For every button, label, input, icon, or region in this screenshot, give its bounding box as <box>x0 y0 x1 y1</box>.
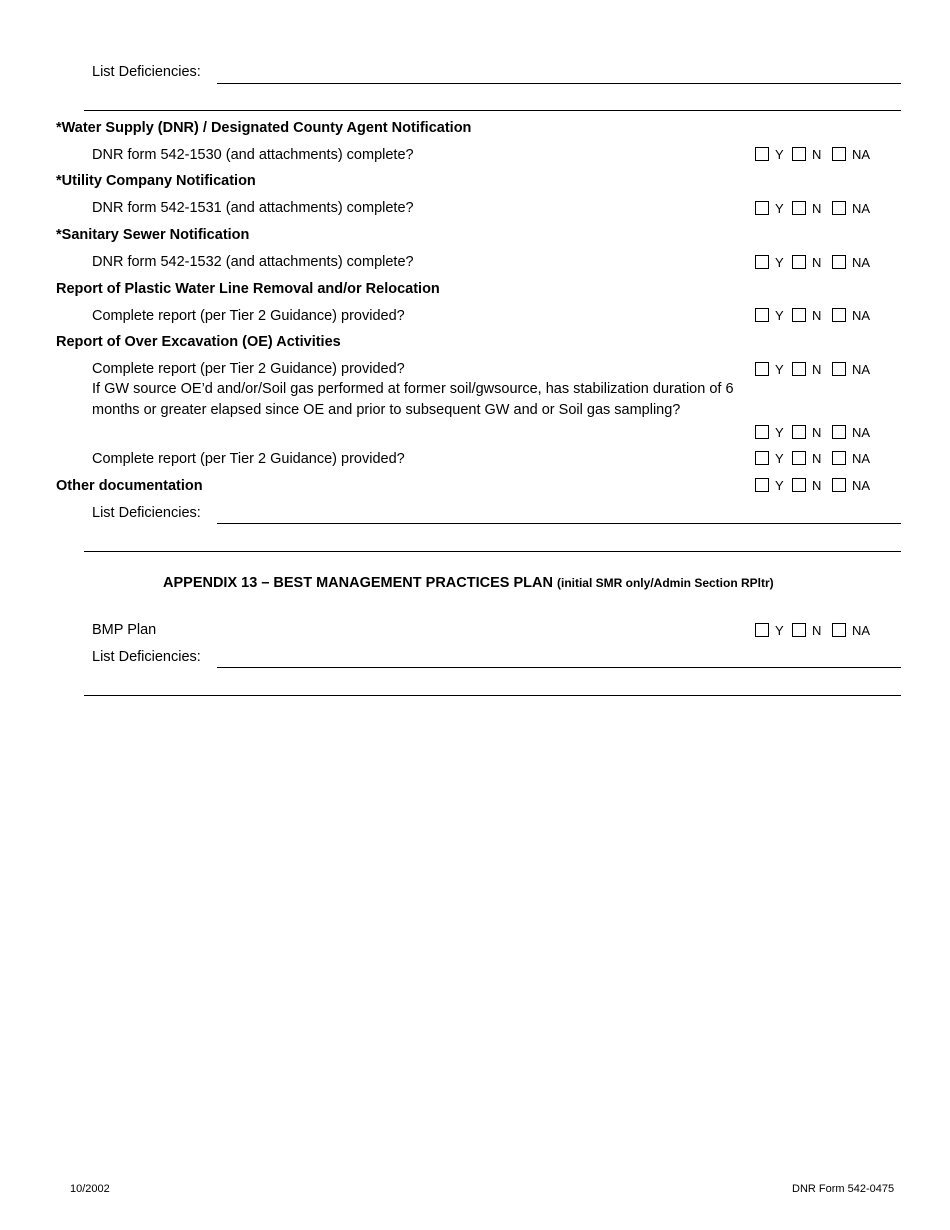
checkbox-na[interactable] <box>832 308 846 322</box>
utility-heading: *Utility Company Notification <box>56 173 256 189</box>
checkbox-na[interactable] <box>832 362 846 376</box>
bmp-plan-ynna <box>755 623 885 639</box>
over-excavation-heading: Report of Over Excavation (OE) Activities <box>56 334 341 350</box>
over-excavation-question-2: If GW source OE’d and/or/Soil gas performed at former soil/gwsource, has stabilization duration of 6 months or greater elapsed since OE and prior to subsequent GW and or Soil gas sampling? <box>92 381 734 418</box>
list-deficiencies-label-3: List Deficiencies: <box>92 649 201 665</box>
y-label: Y <box>775 425 784 440</box>
checkbox-n[interactable] <box>792 147 806 161</box>
utility-question: DNR form 542-1531 (and attachments) complete? <box>92 200 414 216</box>
checkbox-n[interactable] <box>792 623 806 637</box>
deficiencies-line-3b[interactable] <box>84 695 901 696</box>
over-excavation-ynna-1 <box>755 362 885 378</box>
checkbox-n[interactable] <box>792 308 806 322</box>
y-label: Y <box>775 623 784 638</box>
other-documentation-heading: Other documentation <box>56 478 203 494</box>
deficiencies-line-2b[interactable] <box>84 551 901 552</box>
sanitary-question: DNR form 542-1532 (and attachments) complete? <box>92 254 414 270</box>
checkbox-na[interactable] <box>832 147 846 161</box>
checkbox-y[interactable] <box>755 623 769 637</box>
appendix-title-main: APPENDIX 13 – BEST MANAGEMENT PRACTICES PLAN <box>163 575 553 591</box>
na-label: NA <box>852 478 871 493</box>
n-label: N <box>812 147 822 162</box>
checkbox-n[interactable] <box>792 451 806 465</box>
na-label: NA <box>852 201 871 216</box>
y-label: Y <box>775 147 784 162</box>
na-label: NA <box>852 308 871 323</box>
checkbox-y[interactable] <box>755 147 769 161</box>
n-label: N <box>812 623 822 638</box>
plastic-heading: Report of Plastic Water Line Removal and/or Relocation <box>56 281 440 297</box>
na-label: NA <box>852 623 871 638</box>
other-documentation-ynna <box>755 478 885 494</box>
y-label: Y <box>775 362 784 377</box>
checkbox-n[interactable] <box>792 478 806 492</box>
checkbox-n[interactable] <box>792 255 806 269</box>
n-label: N <box>812 362 822 377</box>
over-excavation-ynna-2 <box>755 425 885 441</box>
checkbox-na[interactable] <box>832 451 846 465</box>
checkbox-n[interactable] <box>792 425 806 439</box>
footer-date: 10/2002 <box>70 1183 110 1195</box>
y-label: Y <box>775 308 784 323</box>
y-label: Y <box>775 451 784 466</box>
checkbox-na[interactable] <box>832 623 846 637</box>
plastic-ynna <box>755 308 885 324</box>
na-label: NA <box>852 362 871 377</box>
checkbox-y[interactable] <box>755 201 769 215</box>
deficiencies-line-1b[interactable] <box>84 110 901 111</box>
appendix-title <box>163 574 774 592</box>
na-label: NA <box>852 147 871 162</box>
n-label: N <box>812 201 822 216</box>
appendix-subtitle: (initial SMR only/Admin Section RPltr) <box>556 576 774 590</box>
water-supply-ynna <box>755 147 885 163</box>
checkbox-y[interactable] <box>755 255 769 269</box>
water-supply-heading: *Water Supply (DNR) / Designated County Agent Notification <box>56 120 472 136</box>
list-deficiencies-label-2: List Deficiencies: <box>92 505 201 521</box>
checkbox-na[interactable] <box>832 478 846 492</box>
checkbox-na[interactable] <box>832 425 846 439</box>
checkbox-y[interactable] <box>755 451 769 465</box>
na-label: NA <box>852 425 871 440</box>
checkbox-n[interactable] <box>792 362 806 376</box>
y-label: Y <box>775 478 784 493</box>
sanitary-ynna <box>755 255 885 271</box>
n-label: N <box>812 255 822 270</box>
checkbox-y[interactable] <box>755 362 769 376</box>
list-deficiencies-label-1: List Deficiencies: <box>92 64 201 80</box>
plastic-question: Complete report (per Tier 2 Guidance) provided? <box>92 308 405 324</box>
deficiencies-line-3a[interactable] <box>217 667 901 668</box>
footer-form-number: DNR Form 542-0475 <box>792 1183 895 1195</box>
na-label: NA <box>852 255 871 270</box>
checkbox-y[interactable] <box>755 478 769 492</box>
over-excavation-question-1: Complete report (per Tier 2 Guidance) provided? <box>92 361 405 377</box>
y-label: Y <box>775 201 784 216</box>
checkbox-na[interactable] <box>832 255 846 269</box>
n-label: N <box>812 425 822 440</box>
checkbox-n[interactable] <box>792 201 806 215</box>
sanitary-heading: *Sanitary Sewer Notification <box>56 227 250 243</box>
n-label: N <box>812 451 822 466</box>
utility-ynna <box>755 201 885 217</box>
y-label: Y <box>775 255 784 270</box>
deficiencies-line-1a[interactable] <box>217 83 901 84</box>
n-label: N <box>812 308 822 323</box>
over-excavation-question-3: Complete report (per Tier 2 Guidance) provided? <box>92 451 405 467</box>
checkbox-y[interactable] <box>755 425 769 439</box>
checkbox-y[interactable] <box>755 308 769 322</box>
water-supply-question: DNR form 542-1530 (and attachments) complete? <box>92 147 414 163</box>
na-label: NA <box>852 451 871 466</box>
checkbox-na[interactable] <box>832 201 846 215</box>
bmp-plan-label: BMP Plan <box>92 622 157 638</box>
n-label: N <box>812 478 822 493</box>
over-excavation-ynna-3 <box>755 451 885 467</box>
deficiencies-line-2a[interactable] <box>217 523 901 524</box>
